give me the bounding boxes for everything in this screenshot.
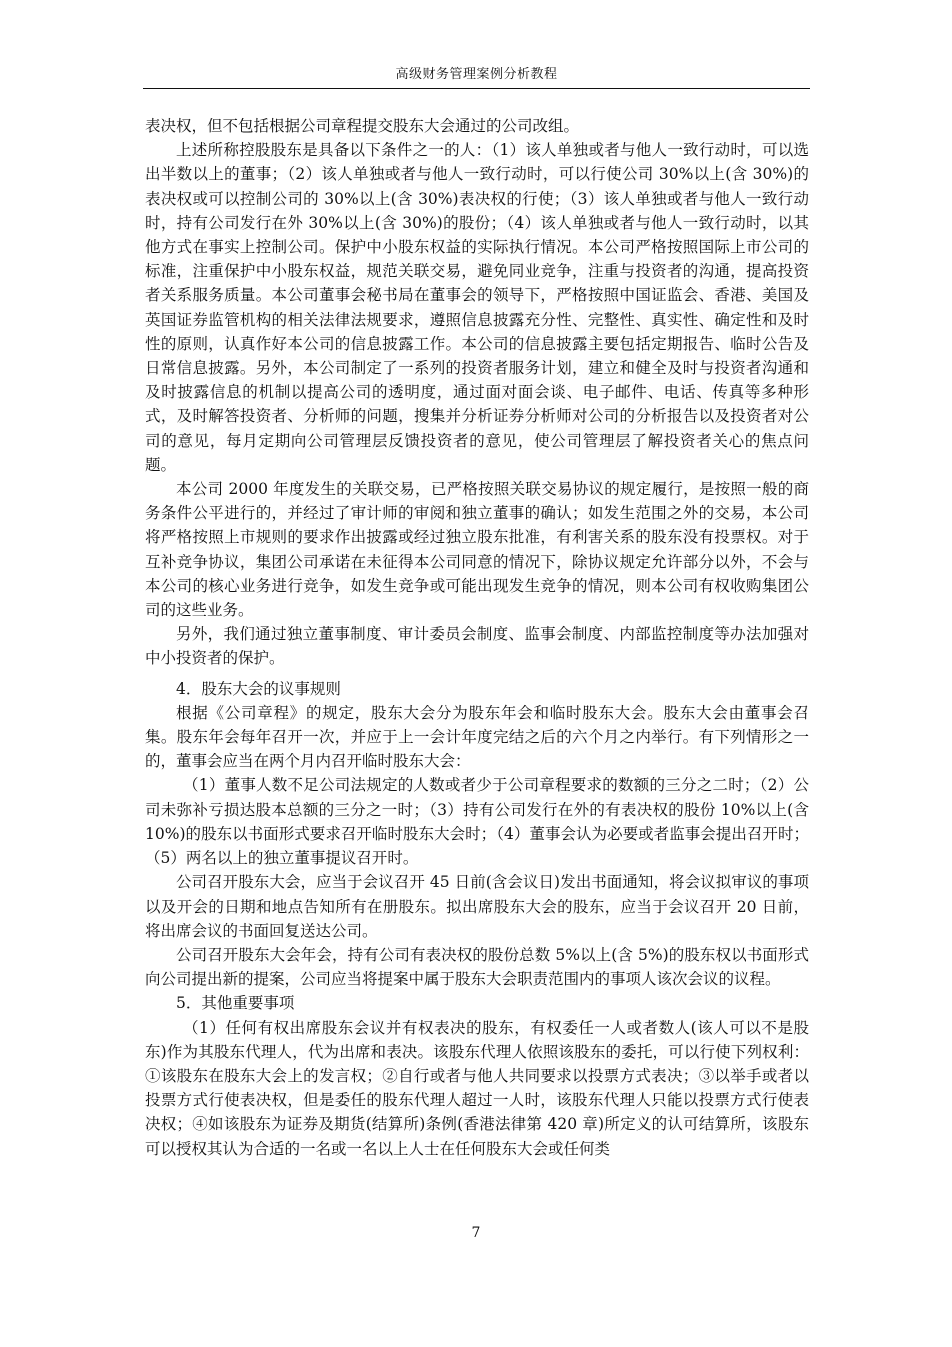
paragraph-continuation: 表决权，但不包括根据公司章程提交股东大会通过的公司改组。 xyxy=(145,117,580,135)
paragraph-related-transactions: 本公司 2000 年度发生的关联交易，已严格按照关联交易协议的规定履行，是按照一般的商务条件公平进行的，并经过了审计师的审阅和独立董事的确认；如发生范围之外的交易，本公司将严格按照上市规则的要求作出披露或经过独立股东批准，有利害关系的股东没有投票权。对于互补竞争协议，集团公司承诺在未征得本公司同意的情况下，除协议规定允许部分以外，不会与本公司的核心业务进行竞争，如发生竞争或可能出现发生竞争的情况，则本公司有权收购集团公司的这些业务。 xyxy=(145,480,809,620)
paragraph-controlling-shareholder: 上述所称控股股东是具备以下条件之一的人：（1）该人单独或者与他人一致行动时，可以选出半数以上的董事；（2）该人单独或者与他人一致行动时，可以行使公司 30%以上(含 30%)的表决权或可以控制公司的 30%以上(含 30%)表决权的行使；（3）该人单独或者与他人一致行动时，持有公司发行在外 30%以上(含 30%)的股份；（4）该人单独或者与他人一致行动时，以其他方式在事实上控制公司。保护中小股东权益的实际执行情况。本公司严格按照国际上市公司的标准，注重保护中小股东权益，规范关联交易，避免同业竞争，注重与投资者的沟通，提高投资者关系服务质量。本公司董事会秘书局在董事会的领导下，严格按照中国证监会、香港、美国及英国证券监管机构的相关法律法规要求，遵照信息披露充分性、完整性、真实性、确定性和及时性的原则，认真作好本公司的信息披露工作。本公司的信息披露主要包括定期报告、临时公告及日常信息披露。另外，本公司制定了一系列的投资者服务计划，建立和健全及时与投资者沟通和及时披露信息的机制以提高公司的透明度，通过面对面会谈、电子邮件、电话、传真等多种形式，及时解答投资者、分析师的问题，搜集并分析证券分析师对公司的分析报告以及投资者对公司的意见，每月定期向公司管理层反馈投资者的意见，使公司管理层了解投资者关心的焦点问题。 xyxy=(145,141,809,474)
paragraph-meeting-notice: 公司召开股东大会，应当于会议召开 45 日前(含会议日)发出书面通知，将会议拟审议的事项以及开会的日期和地点告知所有在册股东。拟出席股东大会的股东，应当于会议召开 20 日前，将出席会议的书面回复送达公司。 xyxy=(145,873,809,940)
header-rule xyxy=(143,88,810,89)
running-header: 高级财务管理案例分析教程 xyxy=(395,67,558,82)
paragraph-minority-protection: 另外，我们通过独立董事制度、审计委员会制度、监事会制度、内部监控制度等办法加强对中小投资者的保护。 xyxy=(145,625,809,668)
page-number: 7 xyxy=(471,1225,481,1241)
paragraph-proposals: 公司召开股东大会年会，持有公司有表决权的股份总数 5%以上(含 5%)的股东权以书面形式向公司提出新的提案，公司应当将提案中属于股东大会职责范围内的事项人该次会议的议程。 xyxy=(145,945,809,989)
paragraph-proxy-rights: （1）任何有权出席股东会议并有权表决的股东，有权委任一人或者数人(该人可以不是股东)作为其股东代理人，代为出席和表决。该股东代理人依照该股东的委托，可以行使下列权利：①该股东在股东大会上的发言权；②自行或者与他人共同要求以投票方式表决；③以举手或者以投票方式行使表决权，但是委任的股东代理人超过一人时，该股东代理人只能以投票方式行使表决权；④如该股东为证券及期货(结算所)条例(香港法律第 420 章)所定义的认可结算所，该股东可以授权其认为合适的一名或一名以上人士在任何股东大会或任何类 xyxy=(145,1018,809,1158)
paragraph-meeting-rules: 根据《公司章程》的规定，股东大会分为股东年会和临时股东大会。股东大会由董事会召集。股东年会每年召开一次，并应于上一会计年度完结之后的六个月之内举行。有下列情形之一的，董事会应当在两个月内召开临时股东大会： xyxy=(145,703,809,771)
body-text xyxy=(145,114,809,1161)
section-heading-5: 5．其他重要事项 xyxy=(176,994,295,1013)
section-heading-4: 4．股东大会的议事规则 xyxy=(176,679,341,698)
paragraph-extraordinary-meeting-conditions: （1）董事人数不足公司法规定的人数或者少于公司章程要求的数额的三分之二时；（2）公司未弥补亏损达股本总额的三分之一时；（3）持有公司发行在外的有表决权的股份 10%以上(含 10%)的股东以书面形式要求召开临时股东大会时；（4）董事会认为必要或者监事会提出召开时；（5）两名以上的独立董事提议召开时。 xyxy=(145,776,809,868)
